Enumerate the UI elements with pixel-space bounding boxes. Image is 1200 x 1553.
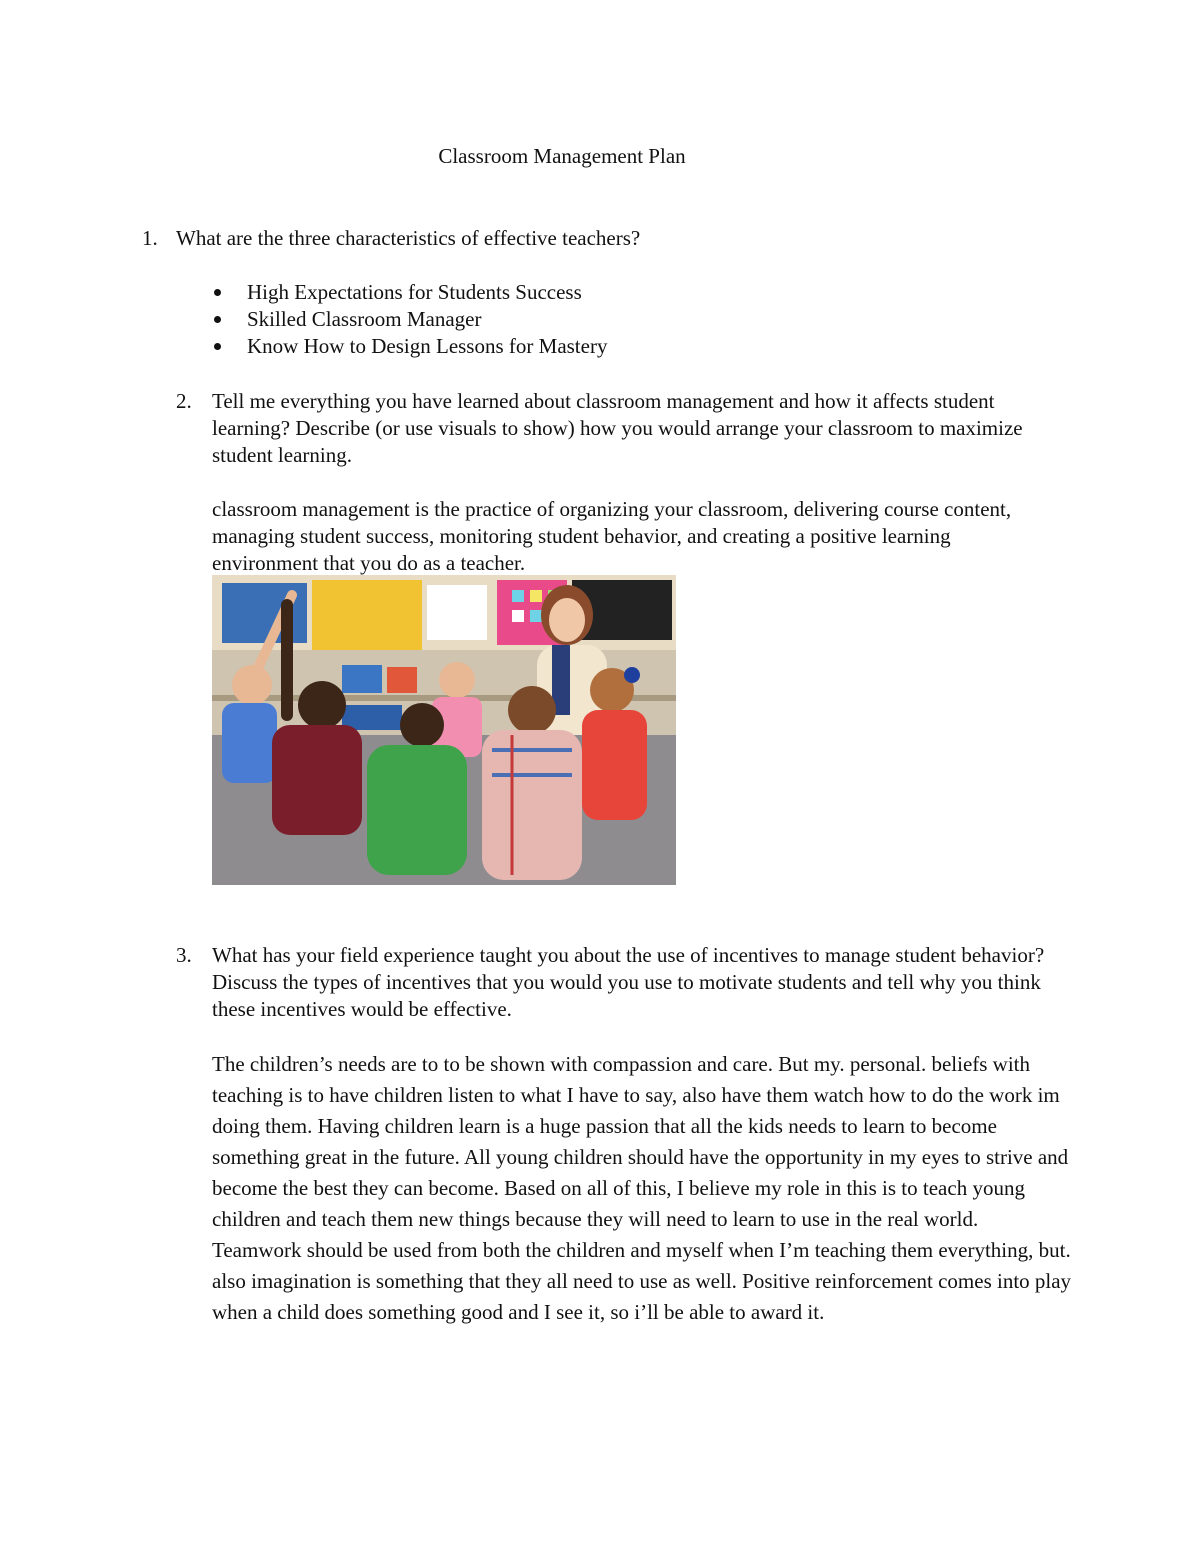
question-3 xyxy=(176,942,1056,1023)
question-2-number: 2. xyxy=(176,389,192,413)
bullet-list xyxy=(212,279,1012,360)
question-2 xyxy=(176,388,1056,469)
answer-2: classroom management is the practice of organizing your classroom, delivering course content, managing student success, monitoring student behavior, and creating a positive learning environment that you do as a teacher. xyxy=(212,497,1012,575)
bullet-text: Skilled Classroom Manager xyxy=(247,307,482,331)
question-2-text: Tell me everything you have learned about classroom management and how it affects student learning? Describe (or use visuals to show) how you would arrange your classroom to maximize student learning. xyxy=(212,389,1023,467)
list-item xyxy=(212,279,1012,306)
bullet-icon xyxy=(214,316,221,323)
question-1-text: What are the three characteristics of effective teachers? xyxy=(176,226,641,250)
list-item xyxy=(212,333,1012,360)
bullet-icon xyxy=(214,289,221,296)
classroom-photo-illustration xyxy=(212,575,676,885)
bullet-text: Know How to Design Lessons for Mastery xyxy=(247,334,608,358)
answer-3: The children’s needs are to to be shown with compassion and care. But my. personal. beliefs with teaching is to have children listen to what I have to say, also have them watch how to do the work im doing them. Having children learn is a huge passion that all the kids needs to learn to become something great in the future. All young children should have the opportunity in my eyes to strive and become the best they can become. Based on all of this, I believe my role in this is to teach young children and teach them new things because they will need to learn to use in the real world. Teamwork should be used from both the children and myself when I’m teaching them everything, but. also imagination is something that they all need to use as well. Positive reinforcement comes into play when a child does something good and I see it, so i’ll be able to award it. xyxy=(212,1052,1072,1324)
bullet-text: High Expectations for Students Success xyxy=(247,280,582,304)
question-3-number: 3. xyxy=(176,943,192,967)
question-1 xyxy=(142,225,1042,252)
list-item xyxy=(212,306,1012,333)
question-1-number: 1. xyxy=(142,226,158,250)
question-3-text: What has your field experience taught you about the use of incentives to manage student behavior? Discuss the types of incentives that you would you use to motivate students and tell why you think these incentives would be effective. xyxy=(212,943,1045,1021)
classroom-photo xyxy=(212,575,676,885)
page-title: Classroom Management Plan xyxy=(438,144,686,168)
bullet-icon xyxy=(214,343,221,350)
